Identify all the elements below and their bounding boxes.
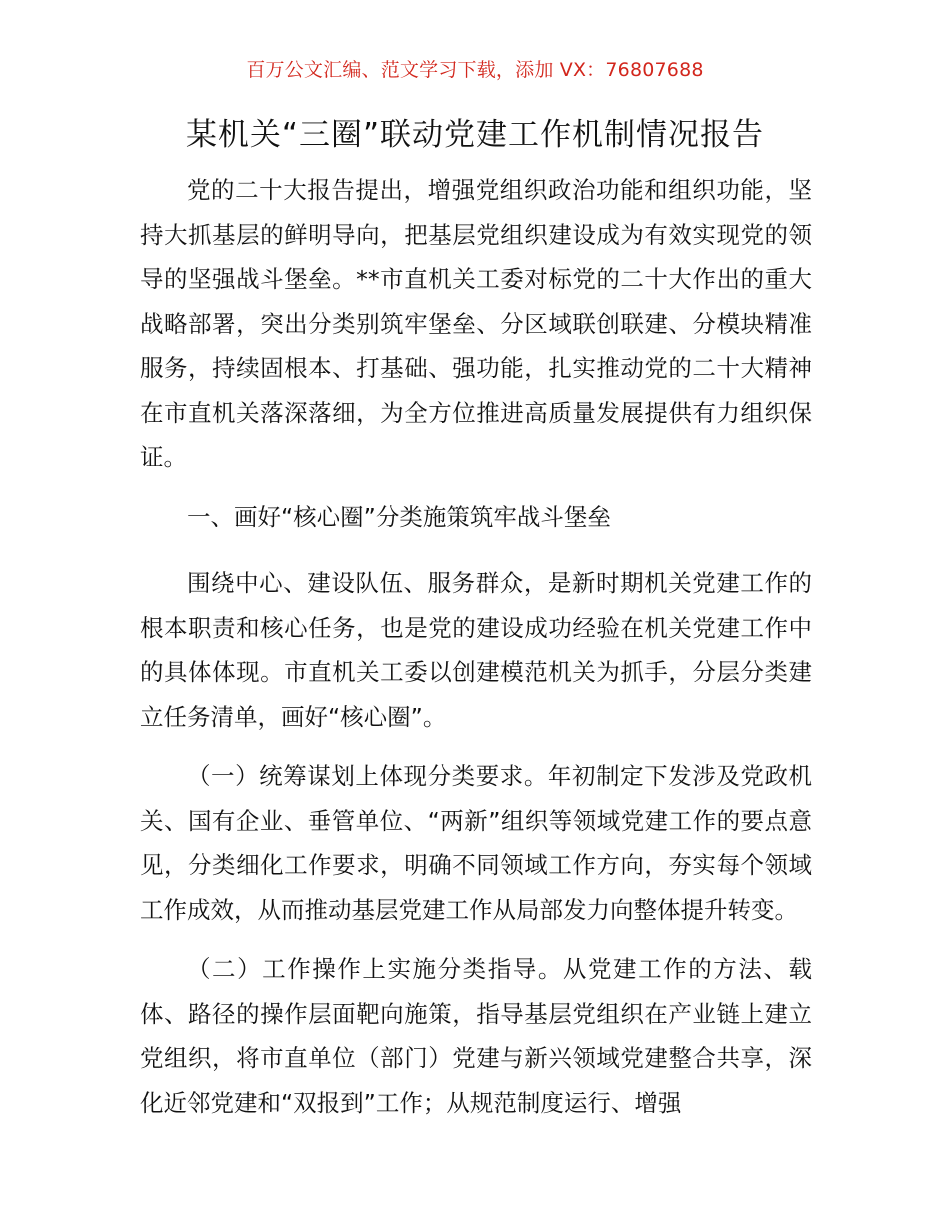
subsection-paragraph-1: （一）统筹谋划上体现分类要求。年初制定下发涉及党政机关、国有企业、垂管单位、“两新”组织等领域党建工作的要点意见，分类细化工作要求，明确不同领域工作方向，夯实每个领域工作成效，从而推动基层党建工作从局部发力向整体提升转变。 <box>140 762 812 924</box>
subsection-paragraph-2: （二）工作操作上实施分类指导。从党建工作的方法、载体、路径的操作层面靶向施策，指导基层党组织在产业链上建立党组织，将市直单位（部门）党建与新兴领域党建整合共享，深化近邻党建和“双报到”工作；从规范制度运行、增强 <box>140 955 812 1117</box>
section-heading: 一、画好“核心圈”分类施策筑牢战斗堡垒 <box>187 502 611 531</box>
section-paragraph: 围绕中心、建设队伍、服务群众，是新时期机关党建工作的根本职责和核心任务，也是党的建设成功经验在机关党建工作中的具体体现。市直机关工委以创建模范机关为抓手，分层分类建立任务清单，画好“核心圈”。 <box>140 569 812 731</box>
header-banner: 百万公文汇编、范文学习下载，添加 VX：76807688 <box>246 59 704 81</box>
document-body <box>140 168 812 1140</box>
document-title: 某机关“三圈”联动党建工作机制情况报告 <box>185 117 765 153</box>
intro-paragraph: 党的二十大报告提出，增强党组织政治功能和组织功能，坚持大抓基层的鲜明导向，把基层党组织建设成为有效实现党的领导的坚强战斗堡垒。**市直机关工委对标党的二十大作出的重大战略部署，突出分类别筑牢堡垒、分区域联创联建、分模块精准服务，持续固根本、打基础、强功能，扎实推动党的二十大精神在市直机关落深落细，为全方位推进高质量发展提供有力组织保证。 <box>140 176 812 471</box>
